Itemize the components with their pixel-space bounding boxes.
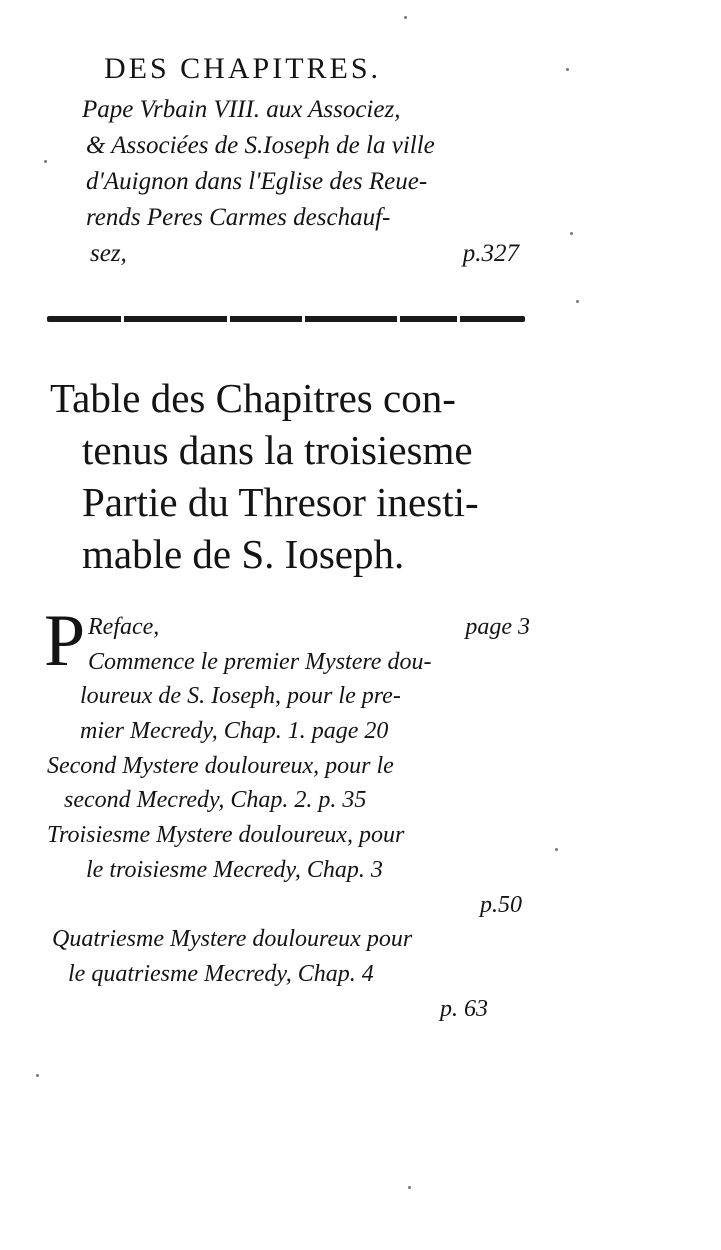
paper-speck — [570, 232, 573, 235]
toc-line — [40, 783, 530, 818]
heading-text: tenus dans la troisiesme — [82, 427, 473, 473]
heading-line — [50, 528, 530, 580]
toc-text: le quatriesme Mecredy, Chap. 4 — [68, 960, 374, 987]
heading-line — [50, 372, 530, 424]
entry-text: sez, — [90, 240, 127, 267]
toc-text: mier Mecredy, Chap. 1. page 20 — [80, 718, 389, 745]
drop-cap: P — [44, 600, 86, 682]
toc-line — [40, 853, 530, 888]
heading-line — [50, 476, 530, 528]
paper-speck — [408, 1186, 411, 1189]
toc-text: Reface, — [88, 614, 160, 640]
toc-line — [40, 610, 530, 645]
toc-text: second Mecredy, Chap. 2. p. 35 — [64, 787, 367, 814]
paper-speck — [576, 300, 579, 303]
heading-text: Partie du Thresor inesti- — [82, 479, 479, 525]
toc-text: loureux de S. Ioseph, pour le pre- — [80, 683, 401, 710]
toc-text: Commence le premier Mystere dou- — [88, 648, 432, 675]
entry-line — [82, 236, 527, 272]
paper-speck — [36, 1074, 39, 1077]
toc-line — [40, 714, 530, 749]
toc-text: Second Mystere douloureux, pour le — [47, 752, 394, 779]
entry-text: d'Auignon dans l'Eglise des Reue- — [86, 168, 428, 195]
table-heading — [50, 372, 530, 580]
entry-line — [82, 200, 527, 236]
heading-text: mable de S. Ioseph. — [82, 531, 405, 577]
entry-text: & Associées de S.Ioseph de la ville — [86, 132, 435, 159]
toc-text: le troisiesme Mecredy, Chap. 3 — [86, 856, 383, 883]
entry-text: rends Peres Carmes deschauf- — [86, 204, 391, 231]
toc-line — [40, 888, 530, 923]
toc-line — [40, 749, 530, 784]
toc-line — [40, 992, 530, 1027]
entry-line — [82, 164, 527, 200]
toc-page-ref: p.50 — [480, 891, 522, 918]
toc-line — [40, 922, 530, 957]
entry-page-ref: p.327 — [462, 240, 519, 267]
toc-line — [40, 679, 530, 714]
toc-line — [40, 645, 530, 680]
heading-text: Table des Chapitres con- — [50, 375, 456, 421]
running-head: DES CHAPITRES. — [104, 52, 382, 85]
heading-line — [50, 424, 530, 476]
continued-entry — [82, 92, 527, 272]
toc-line — [40, 957, 530, 992]
entry-text: Pape Vrbain VIII. aux Associez, — [82, 96, 401, 123]
toc-page-ref: page 3 — [465, 614, 530, 640]
entry-line — [82, 128, 527, 164]
toc-line — [40, 818, 530, 853]
paper-speck — [44, 160, 47, 163]
paper-speck — [404, 16, 407, 19]
scan-watermark — [578, 1212, 584, 1224]
toc-text: Troisiesme Mystere douloureux, pour — [47, 822, 405, 849]
section-rule — [47, 316, 525, 322]
paper-speck — [555, 848, 558, 851]
toc-page-ref: p. 63 — [440, 995, 488, 1022]
entry-line — [82, 92, 527, 128]
toc-text: Quatriesme Mystere douloureux pour — [52, 926, 413, 953]
paper-speck — [566, 68, 569, 71]
table-of-contents — [40, 610, 530, 1026]
